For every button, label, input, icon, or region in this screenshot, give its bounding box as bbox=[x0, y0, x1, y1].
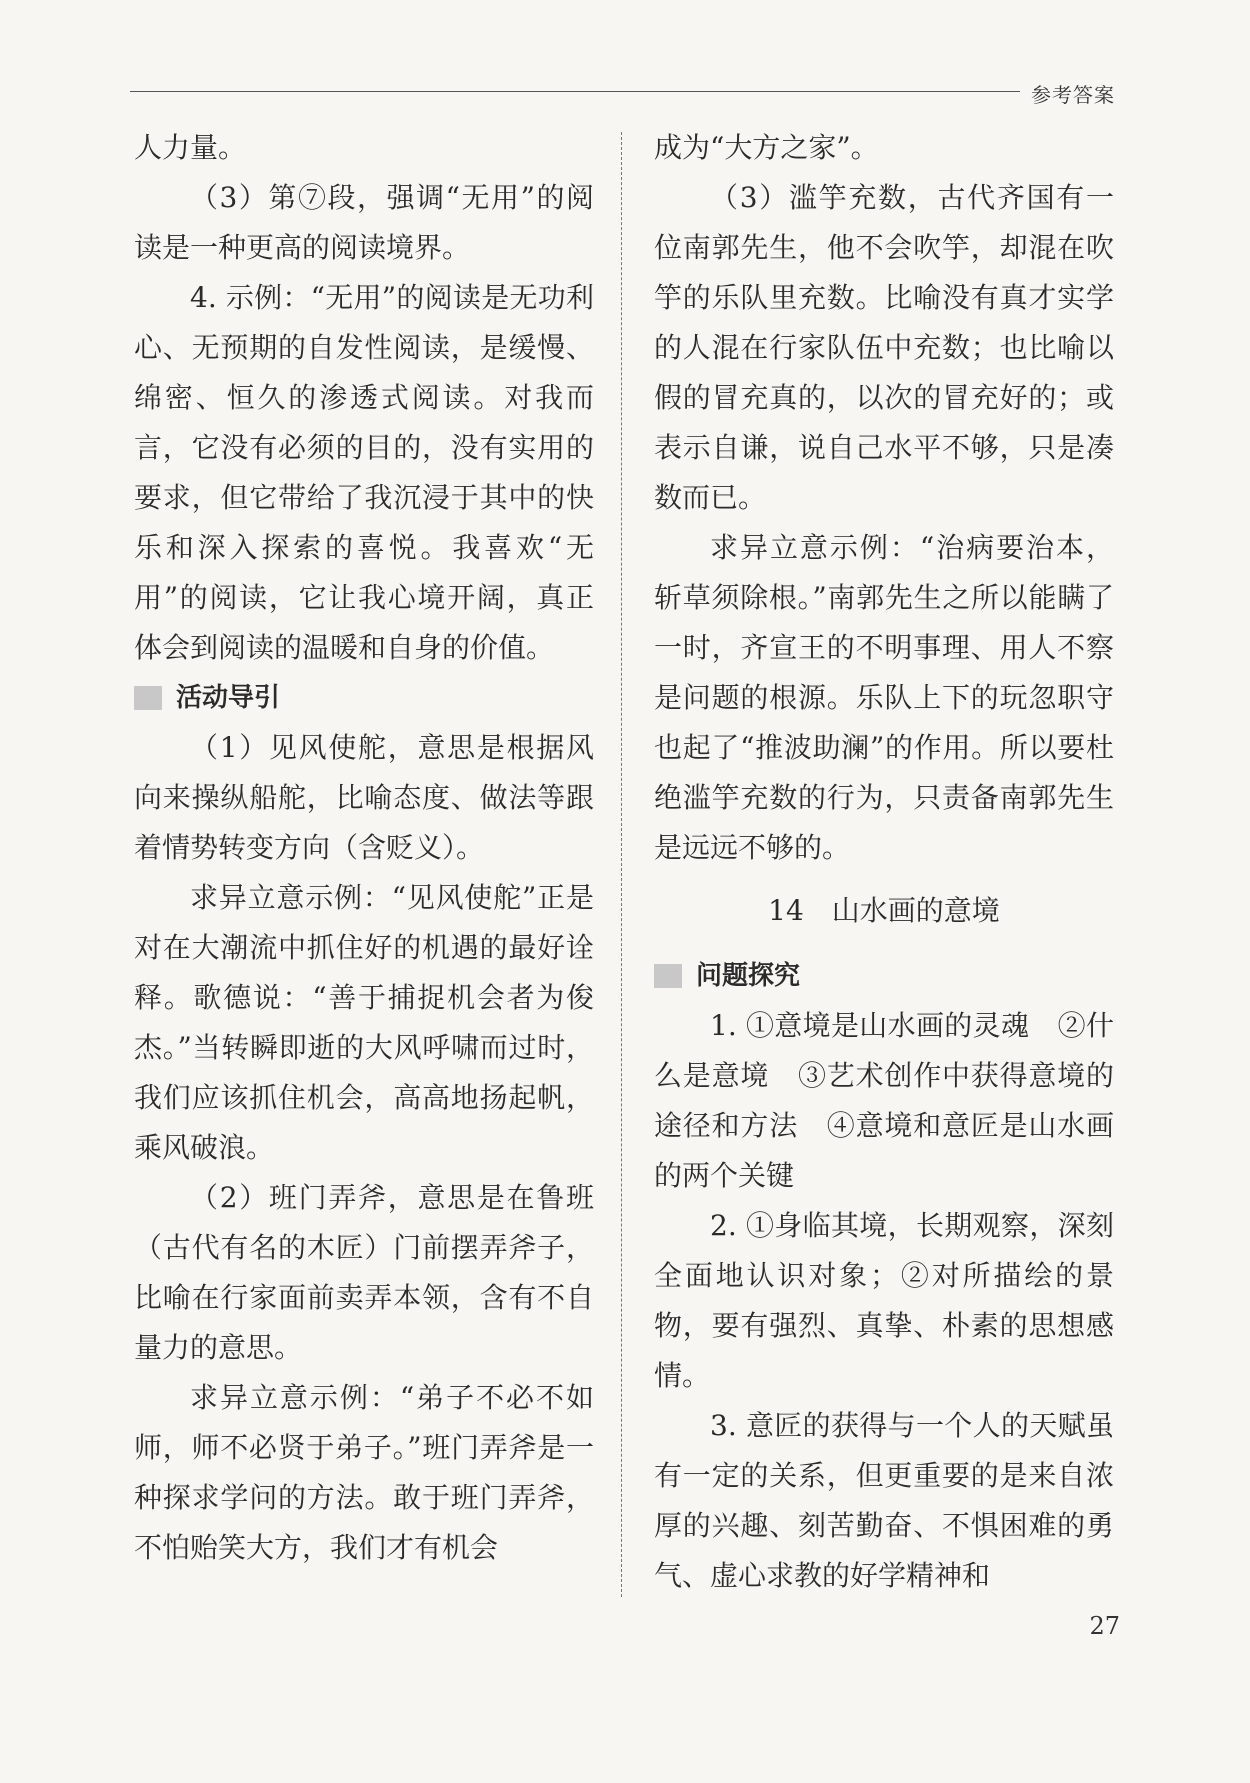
section-marker-icon bbox=[134, 686, 162, 710]
paragraph: 求异立意示例：“弟子不必不如师，师不必贤于弟子。”班门弄斧是一种探求学问的方法。敢于班门弄斧，不怕贻笑大方，我们才有机会 bbox=[134, 1381, 594, 1564]
paragraph: 求异立意示例：“治病要治本，斩草须除根。”南郭先生之所以能瞒了一时，齐宣王的不明事理、用人不察是问题的根源。乐队上下的玩忽职守也起了“推波助澜”的作用。所以要杜绝滥竽充数的行为，只责备南郭先生是远远不够的。 bbox=[654, 531, 1114, 864]
right-column bbox=[654, 123, 1114, 1601]
section-heading-text: 问题探究 bbox=[696, 961, 801, 991]
column-divider bbox=[621, 132, 622, 1597]
paragraph: 1. ①意境是山水画的灵魂 ②什么是意境 ③艺术创作中获得意境的途径和方法 ④意境和意匠是山水画的两个关键 bbox=[654, 1009, 1114, 1192]
paragraph: 3. 意匠的获得与一个人的天赋虽有一定的关系，但更重要的是来自浓厚的兴趣、刻苦勤奋、不惧困难的勇气、虚心求教的好学精神和 bbox=[654, 1409, 1114, 1592]
page-number: 27 bbox=[1089, 1612, 1120, 1640]
section-heading bbox=[134, 673, 594, 723]
paragraph: （2）班门弄斧，意思是在鲁班（古代有名的木匠）门前摆弄斧子，比喻在行家面前卖弄本领，含有不自量力的意思。 bbox=[134, 1181, 594, 1364]
paragraph: 人力量。 bbox=[134, 131, 247, 164]
section-heading bbox=[654, 951, 1114, 1001]
paragraph: 2. ①身临其境，长期观察，深刻全面地认识对象；②对所描绘的景物，要有强烈、真挚、朴素的思想感情。 bbox=[654, 1209, 1114, 1392]
running-header: 参考答案 bbox=[1023, 79, 1115, 108]
paragraph: 成为“大方之家”。 bbox=[654, 131, 879, 164]
paragraph: 求异立意示例：“见风使舵”正是对在大潮流中抓住好的机遇的最好诠释。歌德说：“善于捕捉机会者为俊杰。”当转瞬即逝的大风呼啸而过时，我们应该抓住机会，高高地扬起帆，乘风破浪。 bbox=[134, 881, 594, 1164]
paragraph: （1）见风使舵，意思是根据风向来操纵船舵，比喻态度、做法等跟着情势转变方向（含贬义）。 bbox=[134, 731, 594, 864]
header-rule bbox=[130, 91, 1020, 92]
chapter-title: 14 山水画的意境 bbox=[768, 894, 1000, 927]
section-marker-icon bbox=[654, 964, 682, 988]
paragraph: （3）第⑦段，强调“无用”的阅读是一种更高的阅读境界。 bbox=[134, 181, 594, 264]
paragraph: 4. 示例：“无用”的阅读是无功利心、无预期的自发性阅读，是缓慢、绵密、恒久的渗透式阅读。对我而言，它没有必须的目的，没有实用的要求，但它带给了我沉浸于其中的快乐和深入探索的喜悦。我喜欢“无用”的阅读，它让我心境开阔，真正体会到阅读的温暖和自身的价值。 bbox=[134, 281, 594, 664]
paragraph: （3）滥竽充数，古代齐国有一位南郭先生，他不会吹竽，却混在吹竽的乐队里充数。比喻没有真才实学的人混在行家队伍中充数；也比喻以假的冒充真的，以次的冒充好的；或表示自谦，说自己水平不够，只是凑数而已。 bbox=[654, 181, 1114, 514]
left-column bbox=[134, 123, 594, 1573]
section-heading-text: 活动导引 bbox=[176, 683, 281, 713]
